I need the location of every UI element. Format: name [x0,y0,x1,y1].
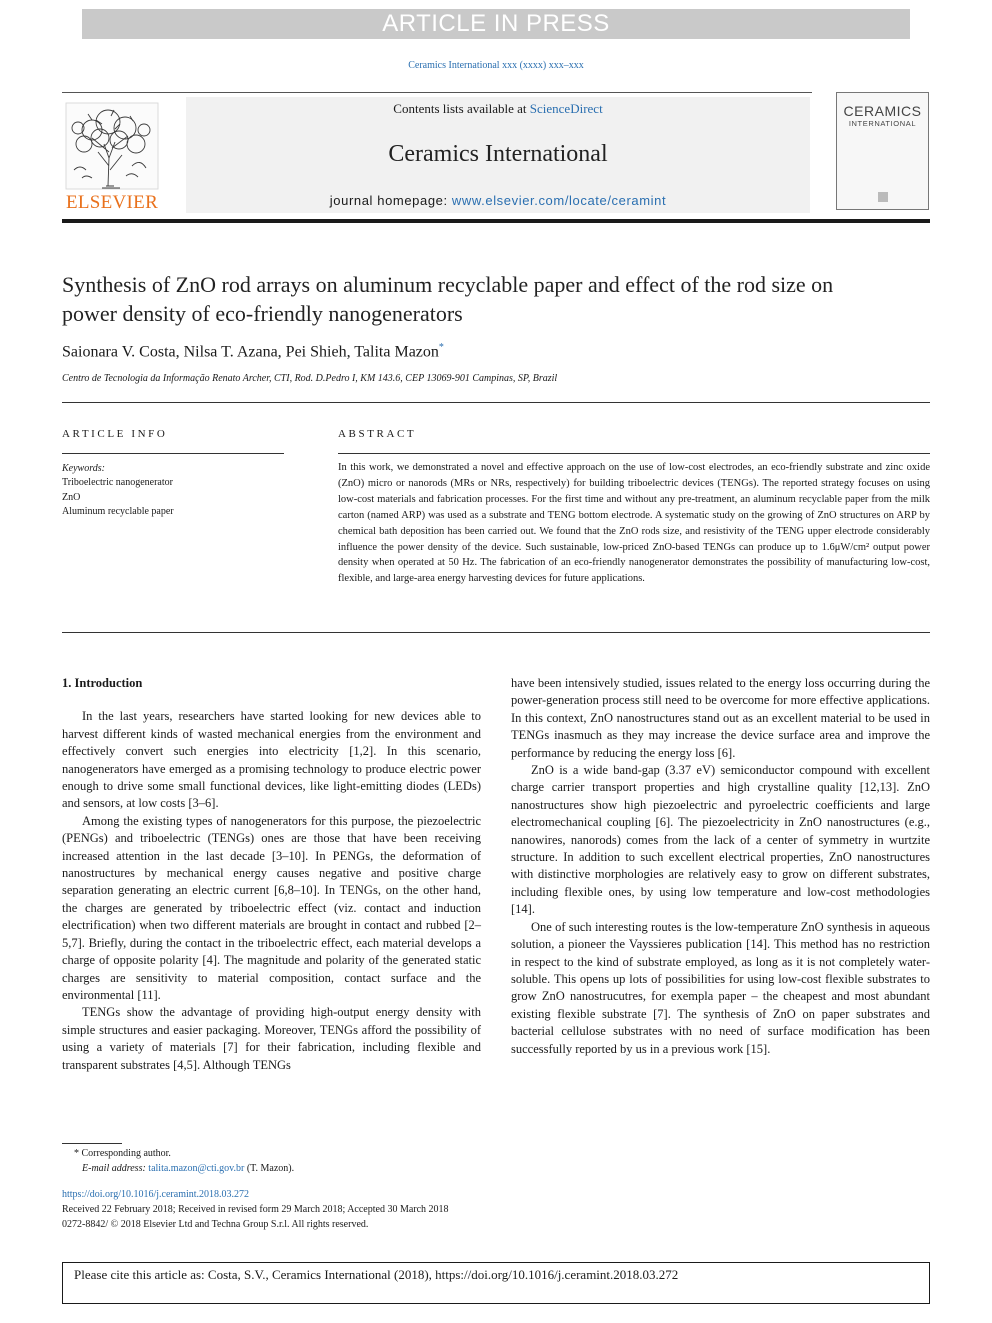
journal-title: Ceramics International [388,141,608,167]
keywords-block [62,462,174,519]
abstract-rule [338,453,930,454]
corresponding-author-mark[interactable]: * [438,342,444,353]
article-info-rule [62,453,284,454]
received-dates: Received 22 February 2018; Received in revised form 29 March 2018; Accepted 30 March 2018 [62,1204,449,1215]
footnote-mark: * [74,1148,79,1159]
keywords-label: Keywords: [62,463,105,474]
article-in-press-banner: ARTICLE IN PRESS [82,9,910,39]
body-left-column [62,675,481,1074]
corresponding-author-note [62,1146,662,1161]
footnote-rule [62,1143,122,1144]
article-info-heading: ARTICLE INFO [62,428,168,440]
author-names: Saionara V. Costa, Nilsa T. Azana, Pei Shieh, Talita Mazon [62,343,439,361]
body-paragraph: have been intensively studied, issues related to the energy loss occurring during the power-generation process still need to be overcome for more effective applications. In this context, ZnO nanostructures stand out as an excellent material to be used in TENGs inasmuch as they may increase the device surface area and improve the performance by reducing the energy loss [6]. [511,676,930,760]
body-paragraph: Among the existing types of nanogenerators for this purpose, the piezoelectric (PENGs) and triboelectric (TENGs) ones are those that have been receiving increased attention in the last decade [3–10]. In PENGs, the deformation of nanostructures by mechanical energy causes negative and positive charge separation generating an electric current [6,8–10]. In TENGs, on the other hand, the charges are generated by triboelectric effect (viz. contact and induction electrification) when two different materials are brought in contact and rubbed [2–5,7]. Briefly, during the contact in the triboelectric effect, each material develops a charge of opposite polarity [4]. The magnitude and polarity of the generated static charges are sensitivity to material composition, contact surface and the environmental [11]. [62,813,481,1002]
journal-cover-thumbnail[interactable] [836,92,929,210]
keyword-item: Triboelectric nanogenerator [62,477,173,489]
publication-info [62,1187,762,1232]
doi-link[interactable]: https://doi.org/10.1016/j.ceramint.2018.03.272 [62,1189,250,1200]
sciencedirect-link[interactable]: ScienceDirect [529,101,603,116]
abstract-text: In this work, we demonstrated a novel and effective approach on the use of low-cost electrodes, an eco-friendly substrate and zinc oxide (ZnO) micro or nanorods (MRs or NRs, respectively) for building triboelectric devices (TENGs). The reported strategy focuses on using low-cost materials and fabrication processes. For the first time and without any pre-treatment, an aluminum recyclable paper from the milk carton (named ARP) was used as a substrate and TENG bottom electrode. A systematic study on the growing of ZnO structures on ARP by chemical bath deposition has been carried out. We found that the ZnO rods size, and resistivity of the TENG upper electrode considerably influence the power density of the device. Such sustainable, low-priced ZnO-based TENGs can produce up to 1.6μW/cm² output power density when operated at 50 Hz. The fabrication of an eco-friendly nanogenerator demonstrates the possibility of manufacturing low-cost, flexible, and large-area energy harvesting devices for future applications. [338,462,930,585]
elsevier-wordmark: ELSEVIER [65,192,159,213]
header-top-rule [62,92,812,93]
keyword-item: Aluminum recyclable paper [62,505,174,517]
journal-homepage-link[interactable]: www.elsevier.com/locate/ceramint [451,193,667,208]
body-right-column [511,675,930,1058]
journal-homepage-line [186,193,810,208]
journal-reference-link[interactable]: Ceramics International xxx (xxxx) xxx–xxx [408,60,584,71]
corresponding-note-text: Corresponding author. [81,1148,171,1159]
body-paragraph: TENGs show the advantage of providing high-output energy density with simple structures and easier packaging. Moreover, TENGs afford the possibility of using a variety of materials [7] for their fabrication, including flexible and transparent substrates [4,5]. Although TENGs [62,1005,481,1072]
email-note [62,1161,662,1176]
copyright-line: 0272-8842/ © 2018 Elsevier Ltd and Techna Group S.r.l. All rights reserved. [62,1219,369,1230]
affiliation: Centro de Tecnologia da Informação Renato Archer, CTI, Rod. D.Pedro I, KM 143.6, CEP 13069-901 Campinas, SP, Brazil [62,373,558,384]
header-thick-rule [62,219,930,223]
abstract-divider [62,632,930,633]
keyword-item: ZnO [62,491,81,503]
body-paragraph: ZnO is a wide band-gap (3.37 eV) semiconductor compound with excellent charge carrier transport properties and high crystalline quality [12,13]. ZnO nanostructures show high piezoelectric and pyroelectric coefficients and large electromechanical coupling [6]. The piezoelectricity in ZnO nanostructures (e.g., nanowires, nanorods) comes from the lack of a center of symmetry in wurtzite structure. In addition to such excellent electrical properties, ZnO nanostructures with distinctive morphologies are relatively easy to grow on different substrates, including flexible ones, by using low temperature and low-cost methodologies [14]. [511,763,930,917]
cover-title: CERAMICS [843,103,922,119]
contents-prefix: Contents lists available at [393,101,530,116]
homepage-prefix: journal homepage: [329,193,452,208]
title-divider [62,402,930,403]
footnote [62,1146,662,1176]
cover-logo-icon [877,191,889,203]
body-paragraph: One of such interesting routes is the low-temperature ZnO synthesis in aqueous solution, a pioneer the Vayssieres publication [14]. This method has no restriction in respect to the kind of substrate employed, as long as it is not completely water-soluble. This opens up lots of possibilities for using low-cost flexible substrates to grow ZnO nanostrucutres, for exempla paper – the cheapest and most abundant existing flexible substrate [7]. The synthesis of ZnO on paper substrates and bacterial cellulose substrates with no need of surface modification has been successfully reported by us in a previous work [15]. [511,919,930,1056]
contents-available-line [186,101,810,117]
body-paragraph: In the last years, researchers have started looking for new devices able to harvest different kinds of wasted mechanical energies from the environment and effectively convert such energies into electricity [1,2]. In this scenario, nanogenerators have emerged as a promising technology to produce electric power enough to drive some small functional devices, like light-emitting diodes (LEDs) and sensors, at low costs [3–6]. [62,709,481,811]
abstract-heading: ABSTRACT [338,428,417,440]
email-label: E-mail address: [82,1163,149,1174]
article-title: Synthesis of ZnO rod arrays on aluminum recyclable paper and effect of the rod size on power density of eco-friendly nanogenerators [62,272,834,326]
author-list [62,342,922,361]
email-link[interactable]: talita.mazon@cti.gov.br [148,1163,245,1174]
citation-box [62,1262,930,1304]
section-heading-introduction: 1. Introduction [62,676,143,690]
email-suffix: (T. Mazon). [244,1163,295,1174]
cover-subtitle: INTERNATIONAL [848,119,917,128]
citation-text: Please cite this article as: Costa, S.V., Ceramics International (2018), https://doi.org/10.1016/j.ceramint.2018.03.272 [74,1267,679,1282]
